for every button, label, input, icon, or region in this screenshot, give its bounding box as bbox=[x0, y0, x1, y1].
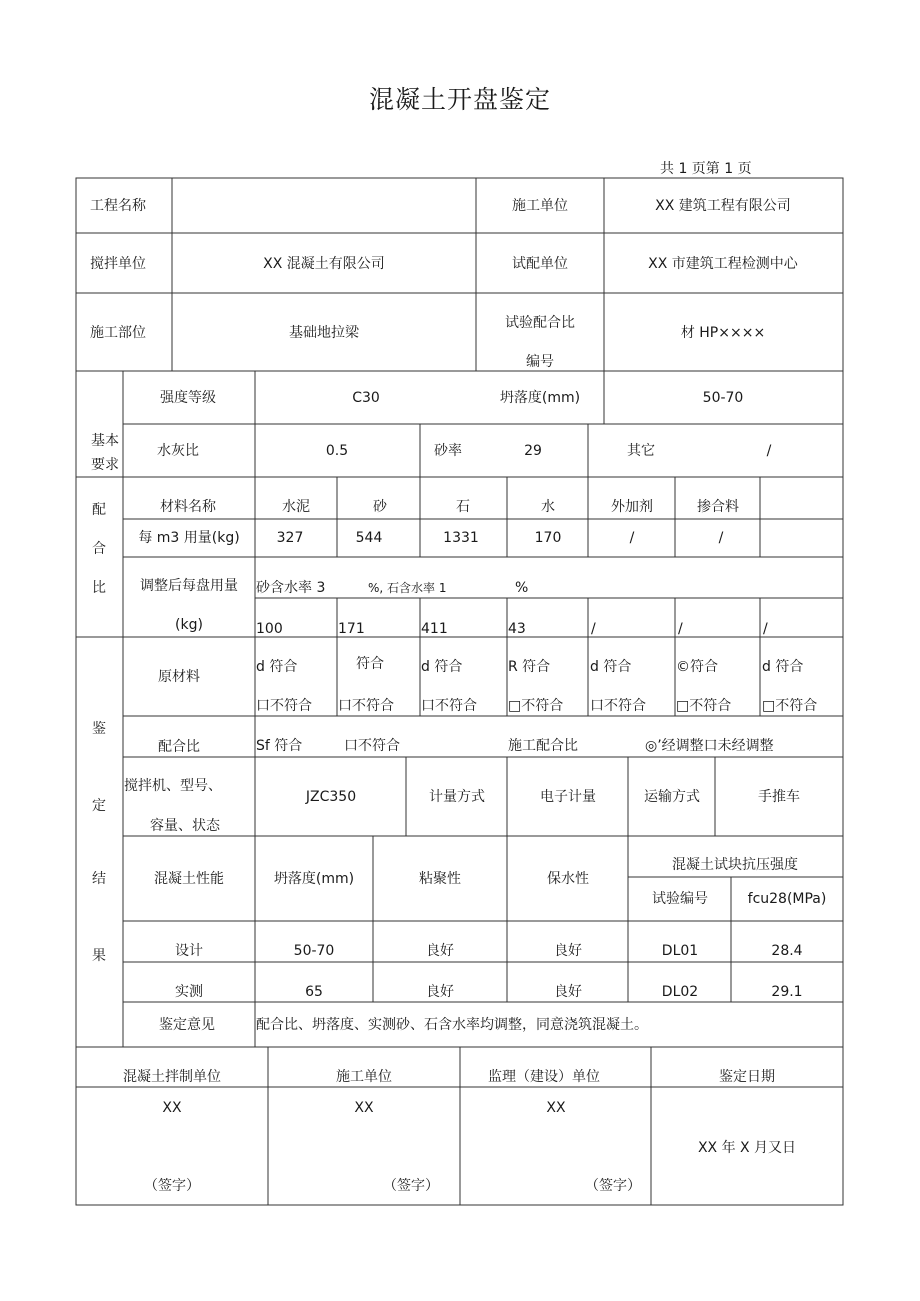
raw-ok-checkbox[interactable]: ©符合 bbox=[676, 659, 718, 675]
perf-water-header: 保水性 bbox=[547, 871, 589, 887]
raw-fail-checkbox[interactable]: 口不符合 bbox=[338, 698, 394, 714]
adjusted-label-line1: 调整后每盘用量 bbox=[140, 578, 238, 594]
perf-cohesion-header: 粘聚性 bbox=[419, 871, 461, 887]
row-slump[interactable]: 50-70 bbox=[293, 943, 335, 959]
raw-ok-checkbox[interactable]: R 符合 bbox=[508, 659, 551, 675]
sign-unit-value[interactable]: XX bbox=[546, 1100, 566, 1116]
other-value[interactable]: / bbox=[766, 443, 772, 459]
per-m3-value[interactable]: 170 bbox=[534, 530, 562, 546]
sand-rate-value[interactable]: 29 bbox=[524, 443, 542, 459]
raw-material-label: 原材料 bbox=[158, 669, 200, 685]
mix-section-char: 比 bbox=[92, 580, 106, 596]
sign-label: （签字） bbox=[585, 1178, 641, 1194]
site-ratio-label: 施工配合比 bbox=[508, 738, 578, 754]
opinion-label: 鉴定意见 bbox=[159, 1017, 215, 1033]
sign-label: （签字） bbox=[383, 1178, 439, 1194]
project-name-label: 工程名称 bbox=[90, 198, 146, 214]
basic-section-label-line2: 要求 bbox=[91, 457, 119, 473]
mixer-label-line2: 容量、状态 bbox=[150, 818, 220, 834]
ratio-ok-checkbox[interactable]: Sf 符合 bbox=[256, 738, 303, 754]
row-cohesion[interactable]: 良好 bbox=[426, 943, 454, 959]
mixing-unit-label: 搅拌单位 bbox=[90, 256, 146, 272]
raw-fail-checkbox[interactable]: □不符合 bbox=[508, 698, 564, 714]
appraisal-section-char: 果 bbox=[92, 948, 106, 964]
sign-header: 鉴定日期 bbox=[719, 1069, 775, 1085]
appraisal-date-value[interactable]: XX 年 X 月又日 bbox=[697, 1140, 797, 1156]
mixer-value[interactable]: JZC350 bbox=[305, 789, 357, 805]
per-m3-value[interactable]: / bbox=[718, 530, 724, 546]
strength-test-title: 混凝土试块抗压强度 bbox=[672, 857, 798, 873]
raw-ok-checkbox[interactable]: d 符合 bbox=[421, 659, 463, 675]
opinion-value[interactable]: 配合比、坍落度、实测砂、石含水率均调整，同意浇筑混凝土。 bbox=[256, 1017, 648, 1033]
slump-value[interactable]: 50-70 bbox=[702, 390, 744, 406]
trial-unit-value[interactable]: XX 市建筑工程检测中心 bbox=[648, 256, 798, 272]
row-slump[interactable]: 65 bbox=[305, 984, 323, 1000]
adjusted-value[interactable]: / bbox=[591, 621, 596, 637]
appraisal-section-char: 结 bbox=[92, 871, 106, 887]
sign-header: 混凝土拌制单位 bbox=[123, 1069, 221, 1085]
mix-no-value[interactable]: 材 HP×××× bbox=[680, 325, 766, 341]
row-label: 实测 bbox=[175, 984, 203, 1000]
raw-ok-checkbox[interactable]: 符合 bbox=[356, 656, 384, 672]
row-specimen-no[interactable]: DL02 bbox=[661, 984, 699, 1000]
page-title: 混凝土开盘鉴定 bbox=[368, 85, 551, 114]
sign-header: 施工单位 bbox=[336, 1069, 392, 1085]
wc-ratio-label: 水灰比 bbox=[157, 443, 199, 459]
per-m3-value[interactable]: 544 bbox=[355, 530, 383, 546]
material-header: 掺合料 bbox=[697, 499, 739, 515]
strength-grade-value[interactable]: C30 bbox=[352, 390, 380, 406]
adjusted-value[interactable]: 100 bbox=[256, 621, 283, 637]
other-label: 其它 bbox=[627, 443, 655, 459]
moisture-percent: % bbox=[515, 580, 529, 596]
raw-fail-checkbox[interactable]: 口不符合 bbox=[590, 698, 646, 714]
mix-section-char: 合 bbox=[92, 541, 106, 557]
strength-grade-label: 强度等级 bbox=[160, 390, 216, 406]
adjusted-value[interactable]: / bbox=[678, 621, 683, 637]
trial-unit-label: 试配单位 bbox=[512, 256, 568, 272]
adjusted-value[interactable]: 411 bbox=[421, 621, 448, 637]
per-m3-value[interactable]: 1331 bbox=[443, 530, 479, 546]
mix-section-char: 配 bbox=[92, 502, 106, 518]
per-m3-value[interactable]: 327 bbox=[276, 530, 304, 546]
slump-label: 坍落度(mm) bbox=[499, 390, 581, 406]
metering-label: 计量方式 bbox=[429, 789, 485, 805]
construction-unit-value[interactable]: XX 建筑工程有限公司 bbox=[655, 198, 791, 214]
raw-ok-checkbox[interactable]: d 符合 bbox=[590, 659, 632, 675]
sign-unit-value[interactable]: XX bbox=[162, 1100, 182, 1116]
raw-fail-checkbox[interactable]: □不符合 bbox=[676, 698, 732, 714]
adjusted-label-line2: (kg) bbox=[175, 617, 203, 633]
mix-no-label-line1: 试验配合比 bbox=[505, 315, 575, 331]
perf-slump-header: 坍落度(mm) bbox=[273, 871, 355, 887]
sign-header: 监理（建设）单位 bbox=[488, 1069, 600, 1085]
raw-fail-checkbox[interactable]: 口不符合 bbox=[421, 698, 477, 714]
fcu-header: fcu28(MPa) bbox=[747, 891, 827, 907]
page-info: 共 1 页第 1 页 bbox=[660, 161, 752, 177]
row-water[interactable]: 良好 bbox=[554, 984, 582, 1000]
site-value[interactable]: 基础地拉梁 bbox=[289, 325, 359, 341]
row-specimen-no[interactable]: DL01 bbox=[661, 943, 699, 959]
ratio-fail-checkbox[interactable]: 口不符合 bbox=[344, 738, 400, 754]
row-water[interactable]: 良好 bbox=[554, 943, 582, 959]
metering-value[interactable]: 电子计量 bbox=[540, 789, 596, 805]
raw-fail-checkbox[interactable]: 口不符合 bbox=[256, 698, 312, 714]
adjusted-value[interactable]: 43 bbox=[508, 621, 526, 637]
mixer-label-line1: 搅拌机、型号、 bbox=[124, 778, 222, 794]
mixing-unit-value[interactable]: XX 混凝土有限公司 bbox=[263, 256, 385, 272]
sand-moisture-text: 砂含水率 3 bbox=[256, 580, 326, 596]
material-header: 砂 bbox=[373, 499, 387, 515]
row-fcu[interactable]: 29.1 bbox=[771, 984, 803, 1000]
sand-rate-label: 砂率 bbox=[434, 443, 462, 459]
raw-ok-checkbox[interactable]: d 符合 bbox=[256, 659, 298, 675]
material-header: 水 bbox=[541, 499, 555, 515]
adjusted-value[interactable]: 171 bbox=[338, 621, 365, 637]
raw-fail-checkbox[interactable]: □不符合 bbox=[762, 698, 818, 714]
material-header: 外加剂 bbox=[611, 499, 653, 515]
site-ratio-options[interactable]: ◎’经调整口未经调整 bbox=[645, 738, 774, 754]
appraisal-section-char: 定 bbox=[92, 798, 106, 814]
stone-moisture-text: %, 石含水率 1 bbox=[368, 581, 447, 595]
adjusted-value[interactable]: / bbox=[763, 621, 768, 637]
site-label: 施工部位 bbox=[90, 325, 146, 341]
material-header: 水泥 bbox=[282, 499, 310, 515]
sign-unit-value[interactable]: XX bbox=[354, 1100, 374, 1116]
per-m3-label: 每 m3 用量(kg) bbox=[138, 530, 240, 546]
construction-unit-label: 施工单位 bbox=[512, 198, 568, 214]
raw-ok-checkbox[interactable]: d 符合 bbox=[762, 659, 804, 675]
row-fcu[interactable]: 28.4 bbox=[771, 943, 803, 959]
per-m3-value[interactable]: / bbox=[629, 530, 635, 546]
material-name-label: 材料名称 bbox=[160, 499, 216, 515]
row-cohesion[interactable]: 良好 bbox=[426, 984, 454, 1000]
wc-ratio-value[interactable]: 0.5 bbox=[325, 443, 349, 459]
transport-label: 运输方式 bbox=[644, 789, 700, 805]
basic-section-label-line1: 基本 bbox=[91, 433, 119, 449]
row-label: 设计 bbox=[175, 943, 203, 959]
mix-no-label-line2: 编号 bbox=[526, 354, 554, 370]
specimen-no-header: 试验编号 bbox=[652, 891, 708, 907]
material-header: 石 bbox=[456, 499, 470, 515]
performance-label: 混凝土性能 bbox=[154, 871, 224, 887]
appraisal-section-char: 鉴 bbox=[92, 721, 106, 737]
sign-label: （签字） bbox=[144, 1178, 200, 1194]
ratio-label: 配合比 bbox=[158, 739, 200, 755]
transport-value[interactable]: 手推车 bbox=[758, 789, 800, 805]
